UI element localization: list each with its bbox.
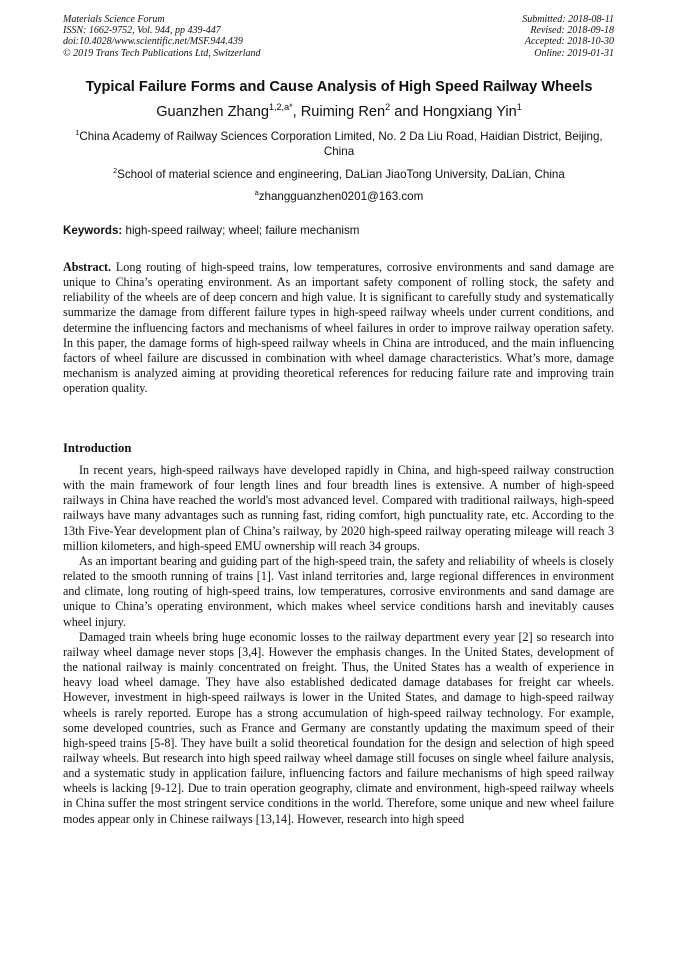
date-revised: Revised: 2018-09-18 <box>530 25 614 37</box>
author-affiliation-mark: 2 <box>385 102 391 113</box>
date-accepted: Accepted: 2018-10-30 <box>524 36 614 48</box>
email-mark: a <box>254 188 259 198</box>
author-affiliation-mark: 1,2,a* <box>268 102 293 113</box>
abstract <box>63 260 614 396</box>
paragraph: In recent years, high-speed railways have developed rapidly in China, and high-speed railway construction with the main framework of four length lines and four breadth lines is extensive. A number of high-speed railways in China have reached the world's most advanced level. Compared with traditional railways, high-speed railways have many advantages such as running fast, riding comfort, high punctuality rate, etc. According to the 13th Five-Year development plan of China’s railway, by 2020 high-speed railway operating mileage will reach 3 million kilometers, and high-speed EMU ownership will reach 34 groups. <box>63 463 614 553</box>
paragraph: As an important bearing and guiding part of the high-speed train, the safety and reliability of wheels is closely related to the smooth running of trains [1]. Vast inland territories and, large regional differences in environment and climate, long routing of high-speed trains, low temperatures, corrosive environments and sand damage are unique to China’s operating environment, which makes wheel service conditions harsh and inevitably causes wheel injury. <box>63 553 614 629</box>
affiliation-text: China Academy of Railway Sciences Corporation Limited, No. 2 Da Liu Road, Haidian District, Beijing, China <box>79 130 603 158</box>
author-affiliation-mark: 1 <box>516 102 522 113</box>
corresponding-email <box>70 189 608 204</box>
submission-dates <box>522 14 614 59</box>
email-text: zhangguanzhen0201@163.com <box>258 190 424 203</box>
keywords-label: Keywords: <box>63 224 123 237</box>
introduction-body <box>63 463 614 827</box>
date-online: Online: 2019-01-31 <box>534 47 614 59</box>
abstract-label: Abstract. <box>63 260 112 274</box>
keywords <box>63 224 614 237</box>
keywords-text: high-speed railway; wheel; failure mechanism <box>122 224 360 237</box>
author-name: Hongxiang Yin <box>422 104 517 120</box>
author-list <box>40 104 638 120</box>
author-name: Ruiming Ren <box>300 104 386 120</box>
journal-issn: ISSN: 1662-9752, Vol. 944, pp 439-447 <box>63 25 221 37</box>
author-name: Guanzhen Zhang <box>156 104 269 120</box>
affiliation-mark: 2 <box>113 166 118 176</box>
journal-doi: doi:10.4028/www.scientific.net/MSF.944.439 <box>63 36 243 48</box>
author-separator: and <box>390 104 423 120</box>
affiliation-mark: 1 <box>75 128 80 138</box>
paragraph: Damaged train wheels bring huge economic losses to the railway department every year [2] so research into railway wheel damage never stops [3,4]. However the emphasis changes. In the United States, development of the national railway is mainly concentrated on freight. Thus, the United States has a wealth of experience in heavy load wheel damage. They have also established dedicated damage databases for freight car wheels. However, investment in high-speed railways is lower in the United States, and damage to high-speed railway wheels is rarely reported. Europe has a strong accumulation of high-speed railway technology. For example, some developed countries, such as France and Germany are constantly updating the maximum speed of their high-speed trains [5-8]. They have built a solid theoretical foundation for the design and selection of high speed railway wheels. But research into high speed railway wheel damage still focuses on single wheel failure analysis, and a systematic study in application failure, influencing factors and failure mechanisms of high speed railway wheels is lacking [9-12]. Due to train operation geography, climate and environment, high-speed railway wheels in China suffer the most stringent service conditions in the world. Therefore, some unique and new wheel failure modes appear only in Chinese railways [13,14]. However, research into high speed <box>63 629 614 826</box>
journal-name: Materials Science Forum <box>63 14 165 25</box>
affiliation-2 <box>70 167 608 182</box>
abstract-text: Long routing of high-speed trains, low temperatures, corrosive environments and sand damage are unique to China’s operating environment. As an important safety component of rolling stock, the safety and reliability of the wheels are of deep concern and high value. It is significant to carefully study and systematically summarize the damage from different failure types in high-speed railway wheels under current conditions, and determine the influencing factors and mechanisms of wheel failures in order to improve railway operation safety. In this paper, the damage forms of high-speed railway wheels in China are introduced, and the main influencing factors of wheel failure are discussed in combination with wheel damage characteristics. What’s more, damage mechanism is analyzed aiming at providing theoretical references for reducing failure rate and improving train operation quality. <box>63 260 614 396</box>
author-separator: , <box>292 104 301 120</box>
journal-info <box>63 14 261 59</box>
date-submitted: Submitted: 2018-08-11 <box>522 14 614 25</box>
paper-title: Typical Failure Forms and Cause Analysis of High Speed Railway Wheels <box>85 79 593 95</box>
journal-copyright: © 2019 Trans Tech Publications Ltd, Switzerland <box>63 47 261 59</box>
affiliation-1 <box>70 129 608 159</box>
affiliation-text: School of material science and engineering, DaLian JiaoTong University, DaLian, China <box>117 168 565 181</box>
section-heading-introduction: Introduction <box>63 441 132 455</box>
